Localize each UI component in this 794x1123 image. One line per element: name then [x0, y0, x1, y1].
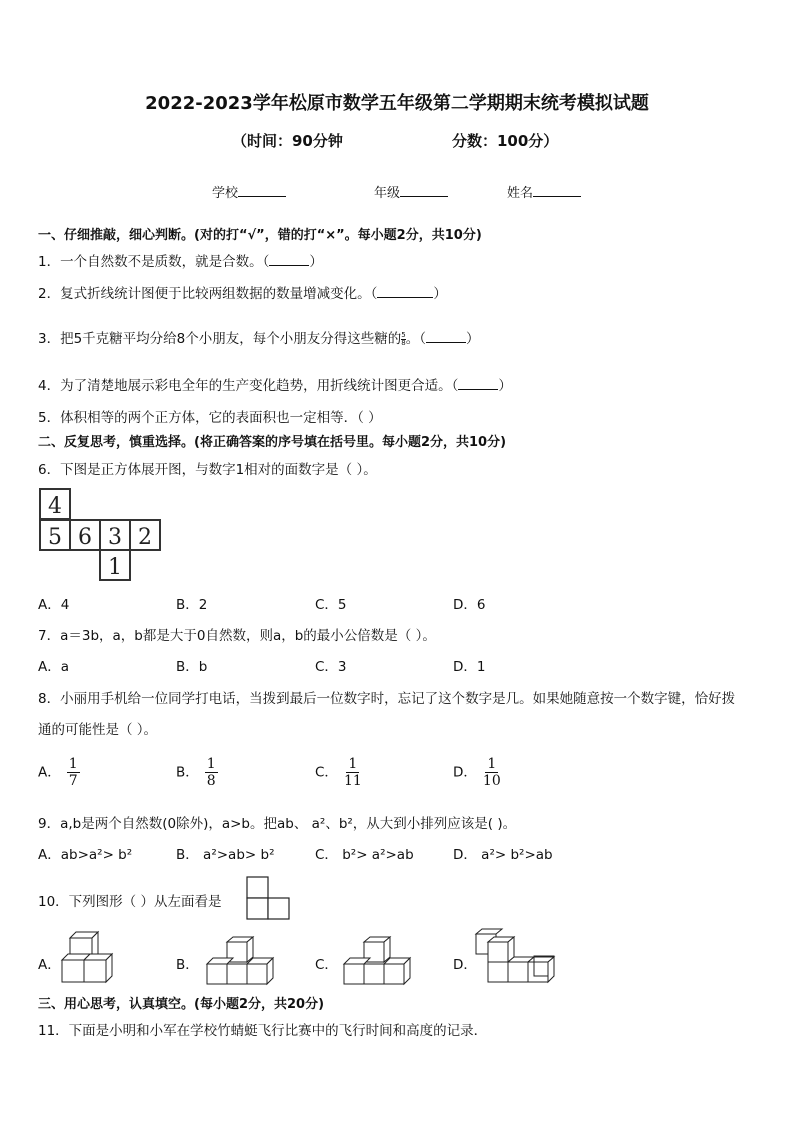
question-10: 10．下列图形（ ）从左面看是: [38, 894, 222, 910]
section-1-heading: 一、仔细推敲，细心判断。(对的打“√”，错的打“×”。每小题2分，共10分): [38, 228, 482, 243]
answer-blank[interactable]: [426, 330, 466, 343]
q9-option-d[interactable]: D． a²> b²>ab: [453, 847, 553, 863]
q9-option-c[interactable]: C． b²> a²>ab: [315, 847, 414, 863]
q10-option-b[interactable]: B．: [176, 957, 199, 973]
question-9: 9．a,b是两个自然数(0除外)，a>b。把ab、 a²、b²，从大到小排列应该是( )。: [38, 816, 517, 832]
q10-option-d[interactable]: D．: [453, 957, 477, 973]
question-2: 2．复式折线统计图便于比较两组数据的数量增减变化。（ ）: [38, 286, 447, 302]
question-3: 3．把5千克糖平均分给8个小朋友，每个小朋友分得这些糖的 $\frac{5}{8}$ 。（ ）: [38, 330, 480, 347]
fraction-5-8: $\frac{5}{8}$: [401, 330, 406, 347]
net-face-4: 4: [48, 494, 62, 519]
q10-option-b-figure: [203, 936, 277, 988]
net-face-2: 2: [138, 525, 152, 550]
net-face-6: 6: [78, 525, 92, 550]
q6-option-c[interactable]: C．5: [315, 597, 347, 613]
section-3-heading: 三、用心思考，认真填空。(每小题2分，共20分): [38, 997, 325, 1012]
time-label: （时间：90分钟: [232, 132, 343, 150]
answer-blank[interactable]: [269, 253, 309, 266]
question-8-line-1: 8．小丽用手机给一位同学打电话，当拨到最后一位数字时，忘记了这个数字是几。如果她随意按一个数字键，恰好拨: [38, 691, 736, 707]
net-face-3: 3: [108, 525, 122, 550]
section-2-heading: 二、反复思考，慎重选择。(将正确答案的序号填在括号里。每小题2分，共10分): [38, 435, 507, 450]
cube-net-figure: [38, 486, 162, 584]
net-face-1: 1: [108, 555, 122, 580]
q9-option-a[interactable]: A．ab>a²> b²: [38, 847, 133, 863]
q8-option-a[interactable]: A． $\frac{1}{7}$: [38, 756, 78, 790]
name-field[interactable]: 姓名: [507, 182, 581, 201]
q10-option-d-figure: [474, 928, 568, 988]
school-field[interactable]: 学校: [212, 182, 286, 201]
q8-option-d[interactable]: D． $\frac{1}{10}$: [453, 756, 501, 790]
q6-option-a[interactable]: A．4: [38, 597, 70, 613]
q8-option-b[interactable]: B． $\frac{1}{8}$: [176, 756, 216, 790]
q7-option-c[interactable]: C．3: [315, 659, 347, 675]
answer-blank[interactable]: [377, 285, 433, 298]
q6-option-b[interactable]: B．2: [176, 597, 208, 613]
question-8-line-2: 通的可能性是（ ）。: [38, 722, 158, 738]
q7-option-d[interactable]: D．1: [453, 659, 486, 675]
q10-option-a-figure: [60, 928, 122, 988]
grade-field[interactable]: 年级: [374, 182, 448, 201]
net-face-5: 5: [48, 525, 62, 550]
q10-option-c-figure: [342, 936, 416, 988]
answer-blank[interactable]: [458, 377, 498, 390]
q8-option-c[interactable]: C． $\frac{1}{11}$: [315, 756, 362, 790]
q7-option-b[interactable]: B．b: [176, 659, 208, 675]
q9-option-b[interactable]: B． a²>ab> b²: [176, 847, 275, 863]
question-7: 7．a＝3b，a，b都是大于0自然数，则a，b的最小公倍数是（ ）。: [38, 628, 436, 644]
q6-option-d[interactable]: D．6: [453, 597, 486, 613]
q7-option-a[interactable]: A．a: [38, 659, 70, 675]
page-title: 2022-2023学年松原市数学五年级第二学期期末统考模拟试题: [145, 93, 649, 114]
left-view-figure: [246, 876, 292, 920]
question-4: 4．为了清楚地展示彩电全年的生产变化趋势，用折线统计图更合适。（ ）: [38, 378, 512, 394]
question-6: 6．下图是正方体展开图，与数字1相对的面数字是（ ）。: [38, 462, 377, 478]
q10-option-c[interactable]: C．: [315, 957, 338, 973]
question-11: 11．下面是小明和小军在学校竹蜻蜓飞行比赛中的飞行时间和高度的记录．: [38, 1023, 488, 1039]
score-label: 分数：100分）: [452, 132, 559, 150]
question-1: 1．一个自然数不是质数，就是合数。（ ）: [38, 254, 323, 270]
q10-option-a[interactable]: A．: [38, 957, 61, 973]
question-5: 5．体积相等的两个正方体，它的表面积也一定相等．（ ）: [38, 410, 382, 426]
